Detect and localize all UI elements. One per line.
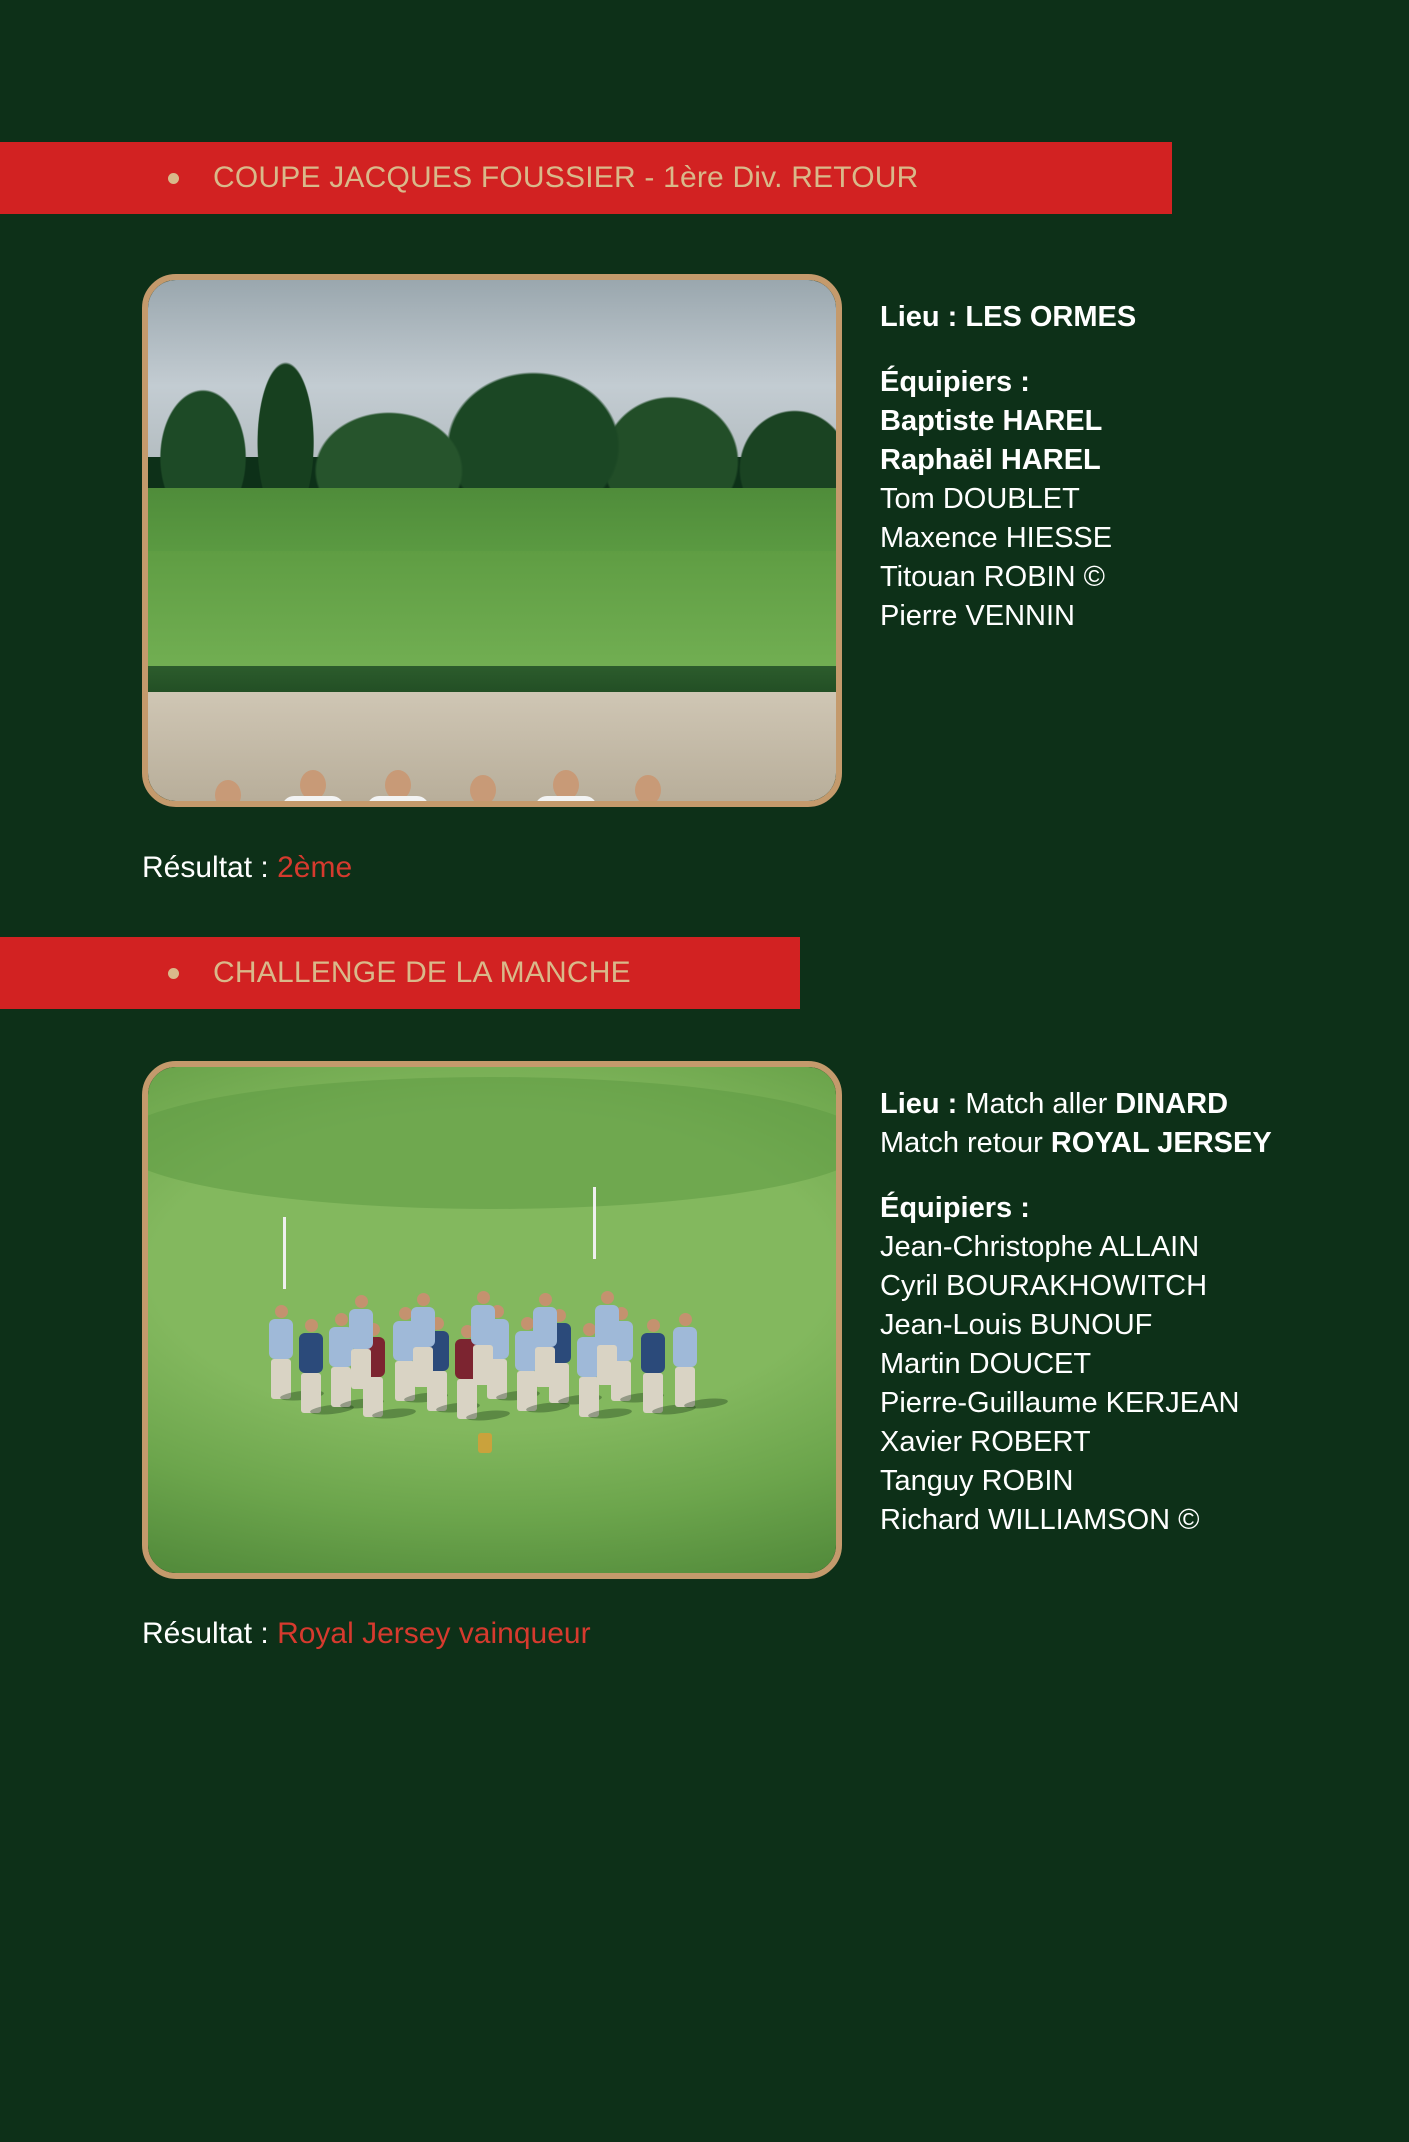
section-body	[0, 214, 1409, 807]
bullet-icon	[168, 173, 179, 184]
equipiers-label: Équipiers :	[880, 366, 1030, 398]
photo-flagstick	[593, 1187, 596, 1259]
photo-person	[532, 1293, 558, 1387]
banner-wrapper	[0, 937, 1409, 1009]
team-photo-frame	[142, 274, 842, 807]
resultat-line	[142, 851, 1409, 885]
lieu-aller-prefix: Match aller	[965, 1088, 1108, 1120]
bullet-icon	[168, 968, 179, 979]
section-banner-title: COUPE JACQUES FOUSSIER - 1ère Div. RETOUR	[213, 161, 919, 194]
section-banner	[0, 142, 1172, 214]
team-photo	[148, 1067, 836, 1573]
lieu-line	[880, 1085, 1272, 1124]
equipier-name: Cyril BOURAKHOWITCH	[880, 1270, 1208, 1302]
spacer	[880, 337, 1136, 363]
equipier-name: Tom DOUBLET	[880, 483, 1080, 515]
photo-flagstick	[283, 1217, 286, 1289]
section-challenge-de-la-manche	[0, 937, 1409, 1651]
photo-person	[672, 1313, 698, 1407]
resultat-label: Résultat :	[142, 851, 269, 884]
equipier-name: Raphaël HAREL	[880, 444, 1101, 476]
photo-person	[298, 1319, 324, 1413]
equipier-name: Maxence HIESSE	[880, 522, 1113, 554]
equipier-name: Tanguy ROBIN	[880, 1465, 1074, 1497]
photo-person	[640, 1319, 666, 1413]
equipier-name: Pierre-Guillaume KERJEAN	[880, 1387, 1240, 1419]
equipiers-label: Équipiers :	[880, 1192, 1030, 1224]
lieu-value: LES ORMES	[965, 301, 1137, 333]
lieu-line	[880, 298, 1136, 337]
resultat-value: 2ème	[277, 851, 353, 884]
photo-fringe	[148, 1077, 836, 1209]
lieu-label: Lieu :	[880, 1088, 958, 1120]
trophy-icon	[478, 1433, 492, 1453]
photo-person	[268, 1305, 294, 1399]
photo-person	[410, 1293, 436, 1387]
spacer	[880, 1163, 1272, 1189]
photo-person	[594, 1291, 620, 1385]
resultat-label: Résultat :	[142, 1617, 269, 1650]
section-banner	[0, 937, 800, 1009]
resultat-value: Royal Jersey vainqueur	[277, 1617, 591, 1650]
lieu-aller-value: DINARD	[1115, 1088, 1229, 1120]
equipier-name: Richard WILLIAMSON ©	[880, 1504, 1200, 1536]
team-info	[880, 1077, 1272, 1540]
team-photo	[148, 280, 836, 801]
photo-trees	[148, 311, 836, 499]
section-banner-title: CHALLENGE DE LA MANCHE	[213, 956, 631, 989]
equipier-name: Titouan ROBIN ©	[880, 561, 1105, 593]
lieu-retour-value: ROYAL JERSEY	[1050, 1127, 1272, 1159]
equipier-name: Baptiste HAREL	[880, 405, 1103, 437]
photo-person	[348, 1295, 374, 1389]
equipier-name: Xavier ROBERT	[880, 1426, 1091, 1458]
equipier-name: Martin DOUCET	[880, 1348, 1092, 1380]
section-coupe-jacques-foussier	[0, 142, 1409, 885]
equipier-name: Jean-Christophe ALLAIN	[880, 1231, 1200, 1263]
team-info	[880, 290, 1136, 636]
photo-person	[470, 1291, 496, 1385]
equipier-name: Jean-Louis BUNOUF	[880, 1309, 1153, 1341]
lieu-retour-prefix: Match retour	[880, 1127, 1043, 1159]
equipier-name: Pierre VENNIN	[880, 600, 1075, 632]
lieu-label: Lieu :	[880, 301, 958, 333]
resultat-line	[142, 1617, 1409, 1651]
section-body	[0, 1009, 1409, 1579]
lieu-retour-line	[880, 1124, 1272, 1163]
team-photo-frame	[142, 1061, 842, 1579]
